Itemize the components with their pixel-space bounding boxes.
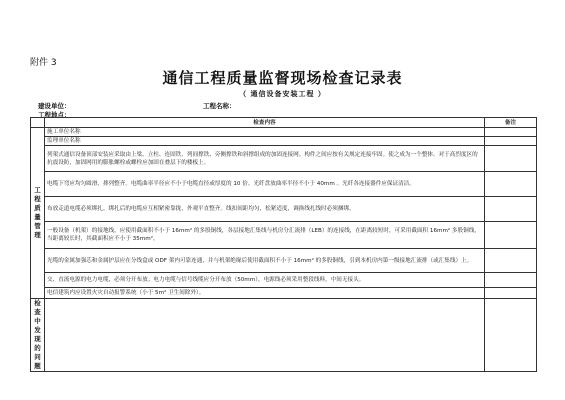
- table-header-row: [31, 118, 537, 128]
- table-row: [31, 137, 537, 146]
- table-row: [31, 128, 537, 137]
- table-row: [31, 288, 537, 299]
- problems-remarks-cell[interactable]: [485, 299, 537, 372]
- remarks-cell[interactable]: [485, 128, 537, 137]
- row-text: 光缆的金属加强芯和金属护层应在分线盒或 ODF 架内可靠连通，并与机架绝缘后使用截面积不小于 16mm² 的多股铜线，引到本机房内第一级接地汇流排（或汇集线）上。: [45, 249, 485, 273]
- section-label-quality-management: 工程质量管理: [31, 128, 45, 299]
- remarks-cell[interactable]: [485, 172, 537, 197]
- table-row: [31, 172, 537, 197]
- remarks-cell[interactable]: [485, 222, 537, 249]
- attachment-label: 附件 3: [30, 58, 57, 68]
- table-row: [31, 146, 537, 172]
- build-unit-label: 建设单位：: [38, 102, 71, 110]
- page-subtitle: （ 通信设备安装工程 ）: [239, 90, 326, 98]
- row-text: 电信建筑内应设置火灾自动报警系统（小于 5m² 卫生间除外）。: [45, 288, 485, 299]
- project-site-label: 工程地点：: [38, 111, 71, 119]
- header-content-cell: 检查内容: [45, 118, 485, 128]
- remarks-cell[interactable]: [485, 137, 537, 146]
- problems-row: [31, 299, 537, 372]
- inspection-record-table: [30, 117, 537, 372]
- section-label-problems-found: 检查中发现的问题: [31, 299, 45, 372]
- table-row: [31, 249, 537, 273]
- remarks-cell[interactable]: [485, 146, 537, 172]
- table-row: [31, 222, 537, 249]
- header-blank-cell: [31, 118, 45, 128]
- table-row: [31, 197, 537, 222]
- project-name-label: 工程名称：: [203, 102, 236, 110]
- remarks-cell[interactable]: [485, 273, 537, 288]
- problems-content-cell[interactable]: [45, 299, 485, 372]
- row-text: 布放走道电缆必须绑扎。绑扎后的电缆应互相紧密靠拢，外观平直整齐。线扣间距均匀，松紧适度，调换线扎线时必须捆绑。: [45, 197, 485, 222]
- page-title: 通信工程质量监督现场检查记录表: [162, 69, 403, 87]
- header-remarks-cell: 备注: [485, 118, 537, 128]
- remarks-cell[interactable]: [485, 288, 537, 299]
- row-text: 电缆下弯应均匀圆滑，排列整齐。电缆曲率半径应不小于电缆直径或厚度的 10 倍。光纤盘放曲率半径不小于 40mm 。光纤各连接器件应保证清洁。: [45, 172, 485, 197]
- table-row: [31, 273, 537, 288]
- remarks-cell[interactable]: [485, 197, 537, 222]
- remarks-cell[interactable]: [485, 249, 537, 273]
- row-text: 列架式通信设备顶部安装应采取由上梁、立柱、连固铁、列间撑铁、旁侧撑铁和斜撑组成的加固连接网。构件之间应按有关规定连接牢固。使之成为一个整体。对于高烈度区的抗震设防，加固网用的膨胀螺栓或螺栓应加固在叠层下的楼板上。: [45, 146, 485, 172]
- row-text: 交、直流电源的电力电缆，必须分开布放；电力电缆与信号线缆应分开布放（50mm），电源线必须采用整段线料，中间无接头。: [45, 273, 485, 288]
- row-text: 施工单位名称: [45, 128, 485, 137]
- row-text: 监理单位名称: [45, 137, 485, 146]
- row-text: 一般设备（机架）的接地线，应使用截面积不小于 16mm² 的多股铜线，各层接地汇集线与机房分汇流排（LEB）的连接线，在距离较短时，可采用截面积 16mm² 多股铜线，当距离较长时，其截面积应不小于 35mm²。: [45, 222, 485, 249]
